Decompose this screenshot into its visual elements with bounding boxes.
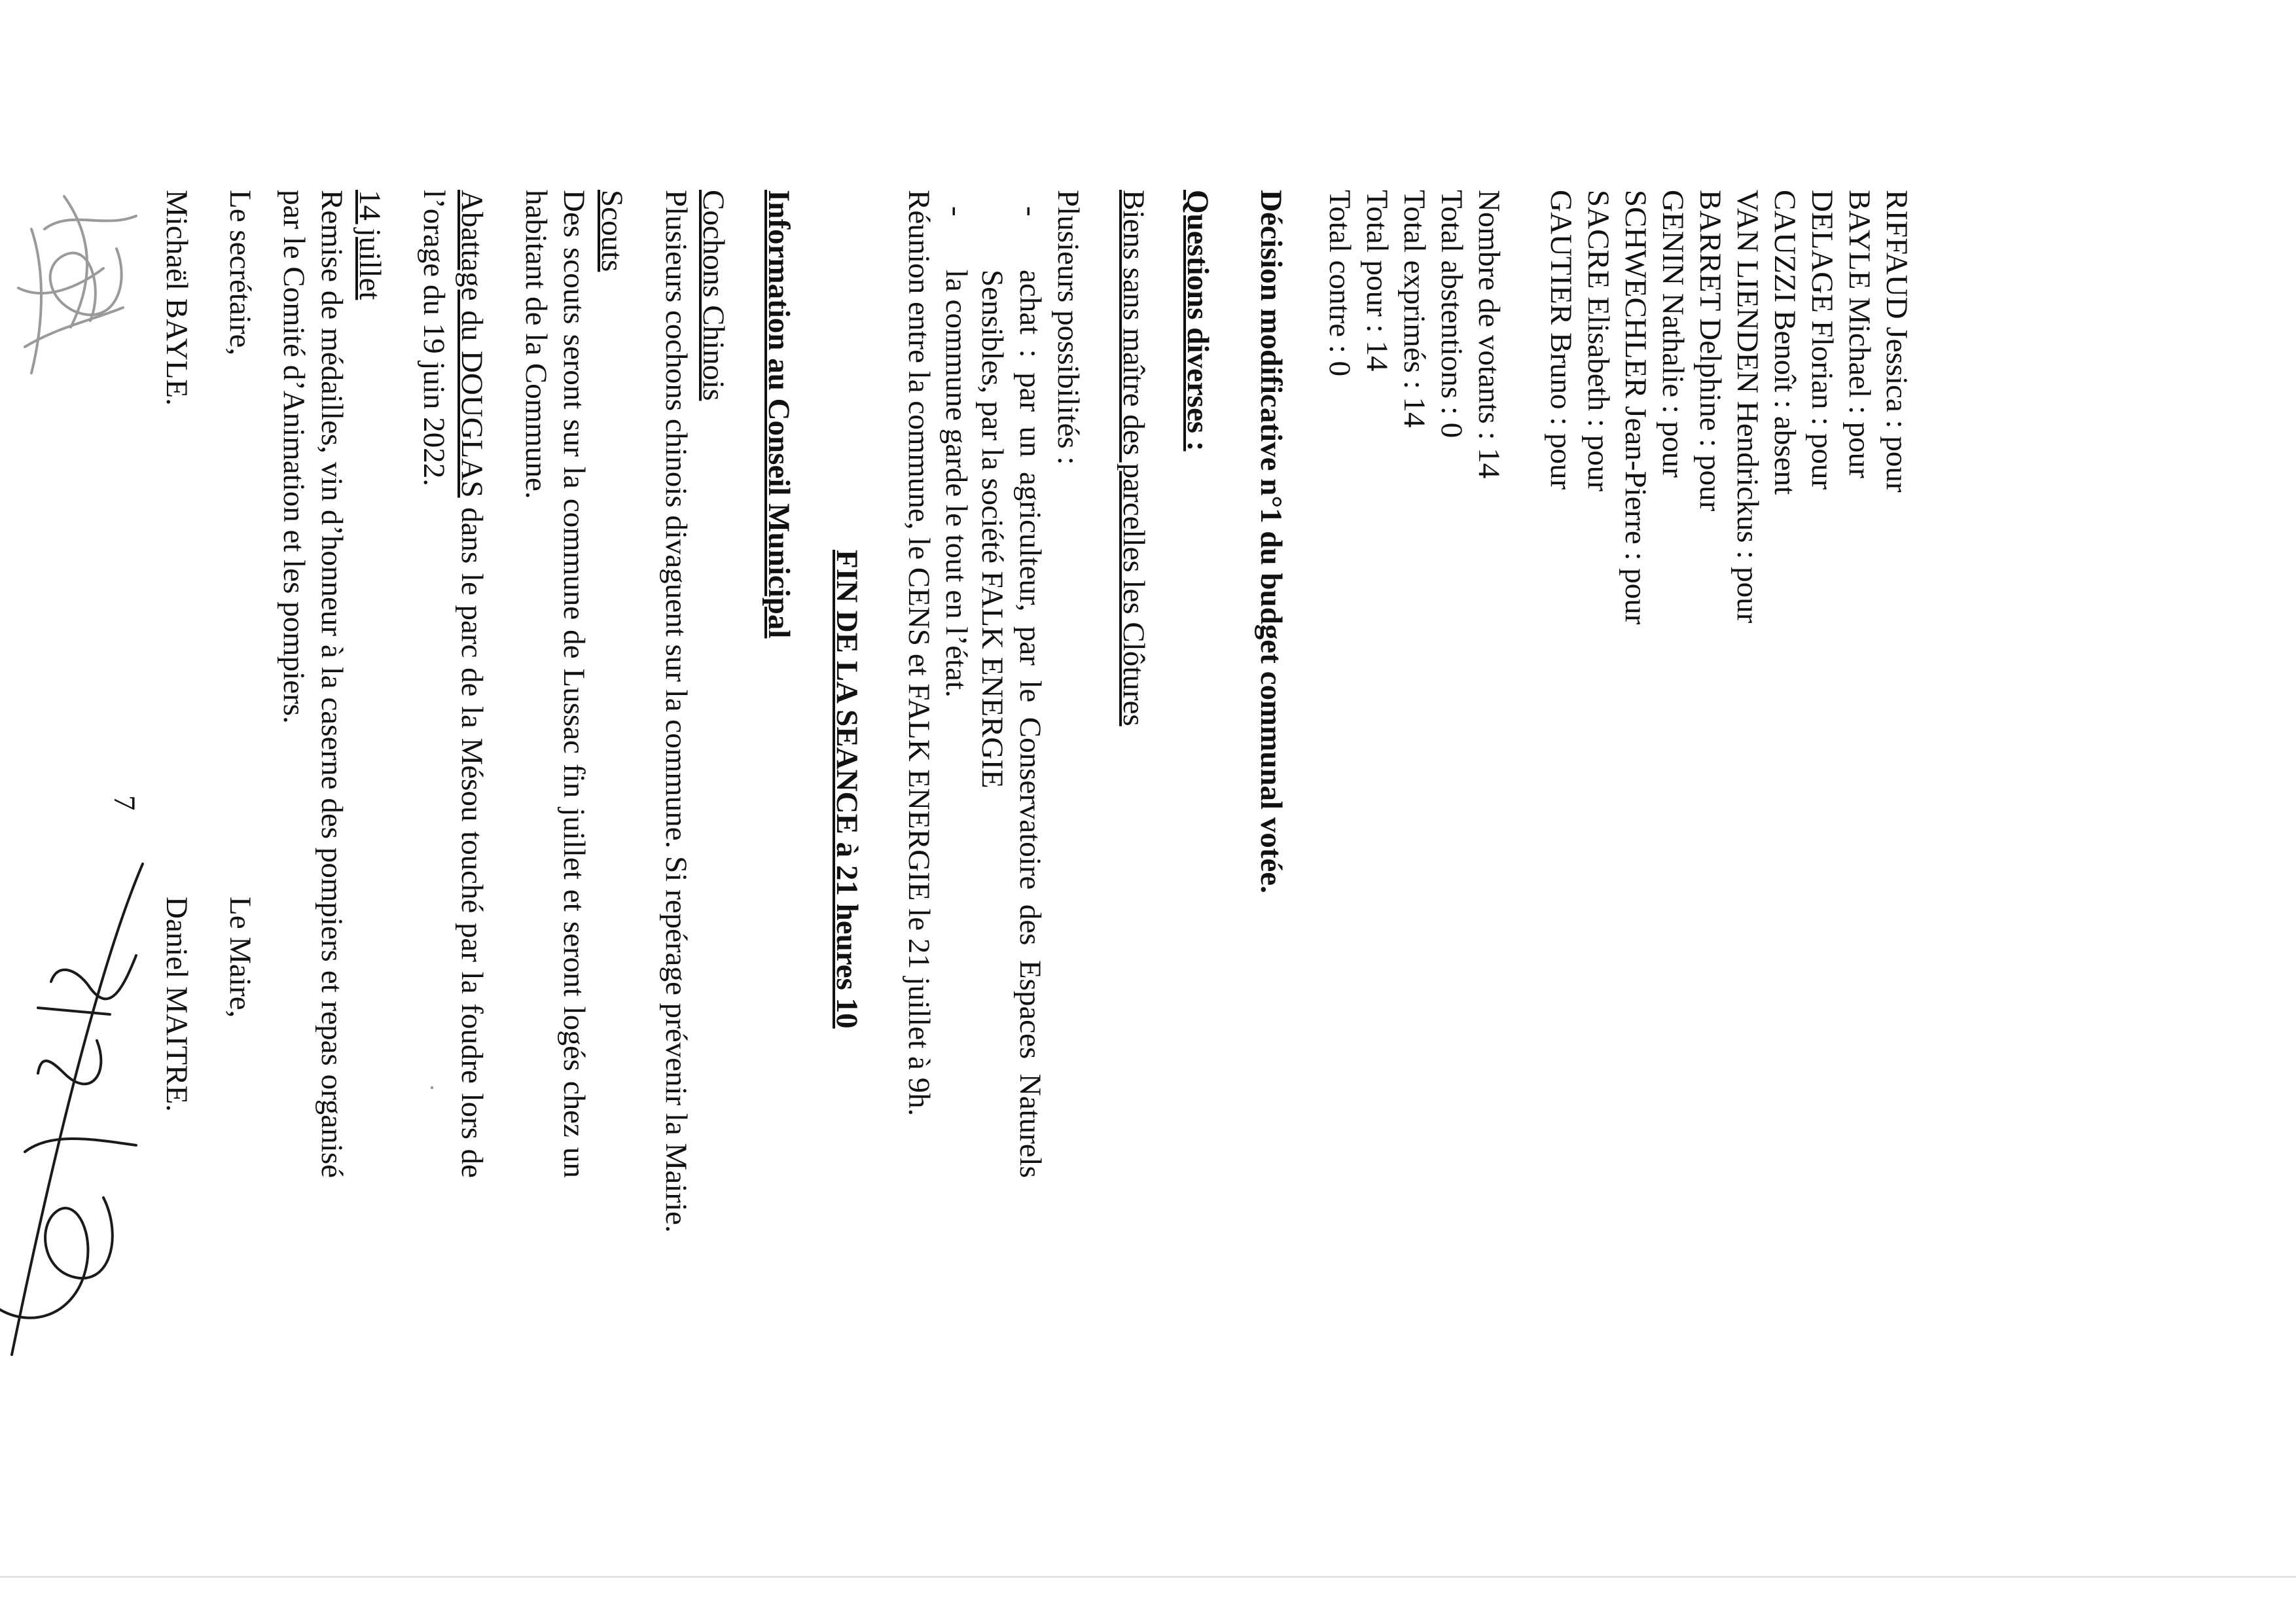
total-line: Total abstentions : 0 [1435,190,1469,438]
juillet-title: 14 juillet [353,190,387,300]
fin-seance: FIN DE LA SEANCE à 21 heures 10 [830,550,864,1029]
decision-text: Décision modificative n°1 du budget communal votée. [1254,190,1288,893]
maire-signature [0,857,149,1446]
total-line: Nombre de votants : 14 [1472,190,1506,479]
vote-line: SCHWECHLER Jean-Pierre : pour [1619,190,1653,625]
secretaire-signature [12,190,143,425]
vote-line: DELAGE Florian : pour [1805,190,1839,490]
total-line: Total contre : 0 [1323,190,1357,377]
cochons-title: Cochons Chinois [696,190,730,401]
page-number: 7 [107,795,141,811]
juillet-text: Remise de médailles, vin d’honneur à la caserne des pompiers et repas organisé par le Comité d’Animation et les pompiers. [277,190,349,1178]
abattage-title: Abattage du DOUGLAS [455,190,489,498]
maire-label: Le Maire, [223,897,257,1018]
abattage-text: dans le parc de la Mésou touché par la foudre lors de l’orage du 19 juin 2022. [417,190,489,1179]
reunion-text: Réunion entre la commune, le CENS et FALK ENERGIE le 21 juillet à 9h. [902,190,936,1116]
cochons-text: Plusieurs cochons chinois divaguent sur la commune. Si repérage prévenir la Mairie. [659,190,693,1233]
bullet-dash: - [1014,206,1048,217]
scan-edge-line [0,1576,2296,1578]
scouts-text: Des scouts seront sur la commune de Lussac fin juillet et seront logés chez un habitant de la Commune. [519,190,591,1178]
vote-line: CAUZZI Benoît : absent [1768,190,1802,495]
bullet-item-2: la commune garde le tout en l’état. [939,270,973,698]
vote-line: GAUTIER Bruno : pour [1544,190,1578,490]
questions-subheading: Biens sans maître des parcelles les Clôtures [1117,190,1151,726]
vote-line: BARRET Delphine : pour [1693,190,1727,512]
questions-heading: Questions diverses : [1181,190,1215,452]
total-line: Total pour : 14 [1360,190,1394,372]
stray-mark [431,1086,433,1089]
information-heading: Information au Conseil Municipal [762,190,796,639]
secretaire-name: Michaël BAYLE. [160,190,194,406]
maire-name: Daniel MAITRE. [160,897,194,1112]
vote-line: RIFFAUD Jessica : pour [1880,190,1914,493]
total-line: Total exprimés : 14 [1397,190,1431,428]
scouts-title: Scouts [595,190,629,272]
vote-line: SACRE Elisabeth : pour [1581,190,1615,491]
bullet-item-1: achat : par un agriculteur, par le Conservatoire des Espaces Naturels Sensibles, par la société FALK ENERGIE [975,270,1047,1178]
secretaire-label: Le secrétaire, [223,190,257,356]
questions-intro: Plusieurs possibilités : [1051,190,1085,465]
abattage-paragraph [415,190,491,1178]
vote-line: BAYLE Michael : pour [1842,190,1876,478]
vote-line: GENIN Nathalie : pour [1656,190,1690,478]
vote-line: VAN LIENDEN Hendrickus : pour [1731,190,1765,624]
bullet-dash: - [939,206,973,217]
